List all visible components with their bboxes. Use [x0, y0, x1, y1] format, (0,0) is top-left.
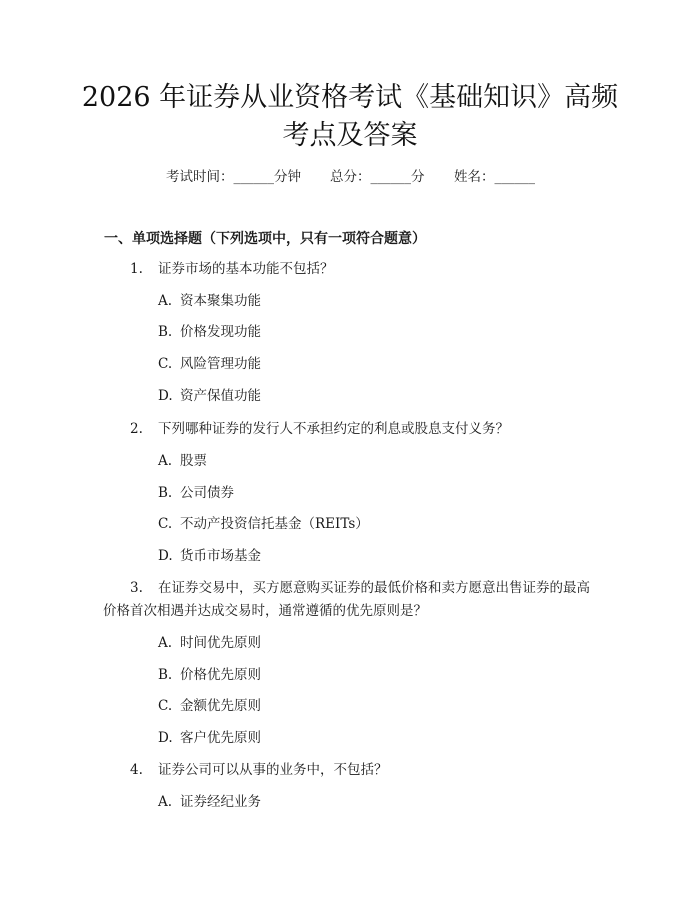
question-3-option-b	[158, 669, 261, 683]
exam-time-field: 考试时间：______分钟	[166, 169, 301, 185]
question-3-option-d	[158, 732, 261, 746]
option-letter: B.	[158, 667, 173, 683]
question-3-option-c	[158, 700, 261, 714]
question-1-option-c	[158, 358, 261, 372]
question-2-option-d	[158, 550, 261, 564]
question-1-option-b	[158, 326, 261, 340]
option-letter: A.	[158, 635, 173, 651]
question-text: 下列哪种证券的发行人不承担约定的利息或股息支付义务？	[158, 421, 509, 437]
question-4-option-a	[158, 796, 261, 810]
option-letter: D.	[158, 730, 173, 746]
option-letter: A.	[158, 293, 173, 309]
question-text: 证券公司可以从事的业务中，不包括？	[158, 762, 388, 778]
option-text: 客户优先原则	[180, 730, 261, 746]
option-text: 价格优先原则	[180, 667, 261, 683]
total-score-field: 总分：______分	[330, 169, 425, 185]
document-title-line-1: 2026 年证券从业资格考试《基础知识》高频	[81, 82, 619, 113]
student-name-field: 姓名：______	[454, 169, 535, 185]
question-1	[130, 263, 334, 277]
question-number: 4.	[130, 762, 143, 778]
question-3-option-a	[158, 637, 261, 651]
option-letter: D.	[158, 388, 173, 404]
option-text: 资本聚集功能	[180, 293, 261, 309]
option-text: 金额优先原则	[180, 698, 261, 714]
option-letter: B.	[158, 324, 173, 340]
question-2-option-a	[158, 455, 207, 469]
option-text: 时间优先原则	[180, 635, 261, 651]
option-letter: C.	[158, 516, 173, 532]
option-letter: C.	[158, 356, 173, 372]
question-text-line-1: 在证券交易中，买方愿意购买证券的最低价格和卖方愿意出售证券的最高	[158, 580, 590, 596]
option-letter: D.	[158, 548, 173, 564]
question-number: 2.	[130, 421, 143, 437]
option-letter: C.	[158, 698, 173, 714]
question-2-option-b	[158, 487, 234, 501]
option-text: 资产保值功能	[180, 388, 261, 404]
document-title-line-2: 考点及答案	[282, 120, 418, 151]
option-text: 公司债券	[180, 485, 234, 501]
question-text: 证券市场的基本功能不包括？	[158, 261, 334, 277]
option-text: 不动产投资信托基金（REITs）	[180, 516, 369, 532]
option-text: 证券经纪业务	[180, 794, 261, 810]
question-number: 3.	[130, 580, 143, 596]
option-letter: A.	[158, 794, 173, 810]
question-1-option-a	[158, 295, 261, 309]
question-3-continued	[103, 605, 427, 619]
question-3	[130, 582, 590, 596]
question-4	[130, 764, 388, 778]
option-text: 股票	[180, 453, 207, 469]
option-text: 价格发现功能	[180, 324, 261, 340]
option-text: 风险管理功能	[180, 356, 261, 372]
option-text: 货币市场基金	[180, 548, 261, 564]
question-2	[130, 423, 509, 437]
question-1-option-d	[158, 390, 261, 404]
option-letter: B.	[158, 485, 173, 501]
question-number: 1.	[130, 261, 143, 277]
question-2-option-c	[158, 518, 369, 532]
question-text-line-2: 价格首次相遇并达成交易时，通常遵循的优先原则是？	[103, 603, 427, 619]
option-letter: A.	[158, 453, 173, 469]
section-heading: 一、单项选择题（下列选项中，只有一项符合题意）	[104, 231, 426, 247]
